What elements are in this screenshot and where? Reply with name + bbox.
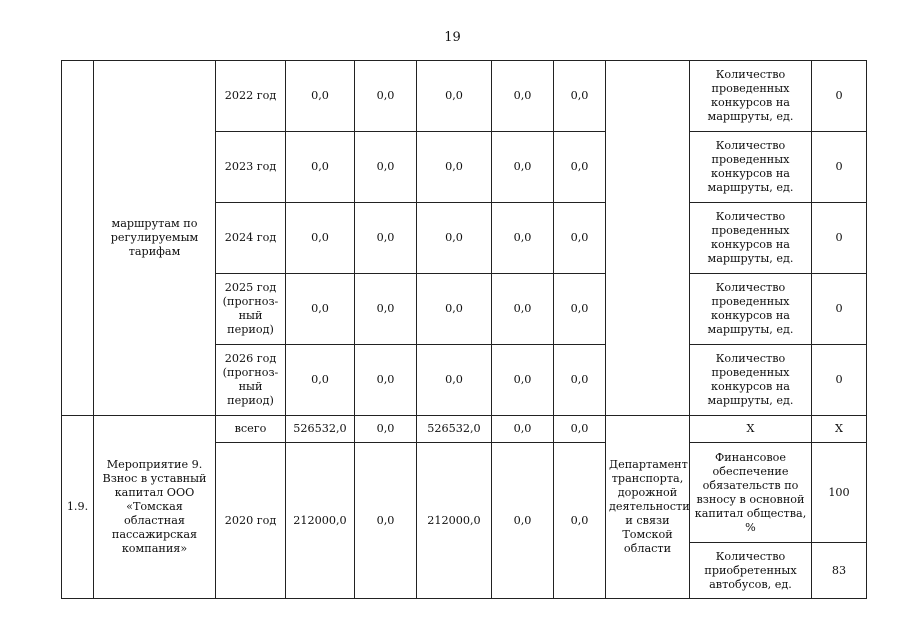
number-cell-continued	[62, 61, 94, 416]
value-cell: 0,0	[492, 345, 554, 416]
value-cell: 0,0	[492, 274, 554, 345]
value-cell: 0,0	[355, 274, 417, 345]
value-cell: 0,0	[417, 345, 492, 416]
year-cell: всего	[216, 416, 286, 443]
executor-cell-continued	[606, 61, 690, 416]
value-cell: 0,0	[355, 61, 417, 132]
indicator-cell: Количество проведенных конкурсов на маршруты, ед.	[690, 203, 812, 274]
indicator-value-cell: 0	[812, 345, 867, 416]
value-cell: 0,0	[492, 443, 554, 599]
budget-table	[61, 60, 867, 599]
year-cell: 2020 год	[216, 443, 286, 599]
measure-activity-cell: Мероприятие 9. Взнос в уставный капитал ООО «Томская областная пассажирская компания»	[94, 416, 216, 599]
year-cell: 2023 год	[216, 132, 286, 203]
indicator-cell: Х	[690, 416, 812, 443]
value-cell: 212000,0	[286, 443, 355, 599]
value-cell: 0,0	[417, 132, 492, 203]
indicator-cell: Количество проведенных конкурсов на маршруты, ед.	[690, 274, 812, 345]
value-cell: 0,0	[492, 416, 554, 443]
indicator-value-cell: 83	[812, 543, 867, 599]
indicator-cell: Количество проведенных конкурсов на маршруты, ед.	[690, 132, 812, 203]
value-cell: 0,0	[554, 61, 606, 132]
value-cell: 0,0	[286, 132, 355, 203]
indicator-cell: Финансовое обеспечение обязательств по взносу в основной капитал общества, %	[690, 443, 812, 543]
value-cell: 0,0	[355, 443, 417, 599]
value-cell: 0,0	[286, 203, 355, 274]
year-cell: 2022 год	[216, 61, 286, 132]
value-cell: 0,0	[286, 61, 355, 132]
indicator-value-cell: 0	[812, 274, 867, 345]
table-row	[62, 61, 867, 132]
value-cell: 526532,0	[417, 416, 492, 443]
indicator-value-cell: Х	[812, 416, 867, 443]
value-cell: 0,0	[355, 132, 417, 203]
value-cell: 0,0	[492, 203, 554, 274]
value-cell: 0,0	[554, 416, 606, 443]
year-cell: 2024 год	[216, 203, 286, 274]
value-cell: 0,0	[554, 274, 606, 345]
value-cell: 0,0	[554, 443, 606, 599]
value-cell: 0,0	[554, 132, 606, 203]
value-cell: 0,0	[554, 203, 606, 274]
indicator-value-cell: 0	[812, 203, 867, 274]
value-cell: 0,0	[355, 203, 417, 274]
value-cell: 0,0	[355, 416, 417, 443]
value-cell: 526532,0	[286, 416, 355, 443]
indicator-value-cell: 0	[812, 132, 867, 203]
indicator-cell: Количество проведенных конкурсов на маршруты, ед.	[690, 345, 812, 416]
indicator-value-cell: 0	[812, 61, 867, 132]
value-cell: 0,0	[286, 345, 355, 416]
value-cell: 0,0	[417, 61, 492, 132]
value-cell: 0,0	[492, 132, 554, 203]
indicator-cell: Количество проведенных конкурсов на маршруты, ед.	[690, 61, 812, 132]
page-number: 19	[444, 30, 461, 45]
year-cell: 2026 год (прогноз-ный период)	[216, 345, 286, 416]
value-cell: 0,0	[417, 203, 492, 274]
measure-number-cell: 1.9.	[62, 416, 94, 599]
value-cell: 0,0	[554, 345, 606, 416]
year-cell: 2025 год (прогноз-ный период)	[216, 274, 286, 345]
indicator-value-cell: 100	[812, 443, 867, 543]
value-cell: 0,0	[355, 345, 417, 416]
table-row	[62, 416, 867, 443]
value-cell: 0,0	[286, 274, 355, 345]
indicator-cell: Количество приобретенных автобусов, ед.	[690, 543, 812, 599]
value-cell: 212000,0	[417, 443, 492, 599]
executor-cell: Департамент транспорта, дорожной деятельности и связи Томской области	[606, 416, 690, 599]
value-cell: 0,0	[492, 61, 554, 132]
value-cell: 0,0	[417, 274, 492, 345]
activity-cell-continued: маршрутам по регулируемым тарифам	[94, 61, 216, 416]
